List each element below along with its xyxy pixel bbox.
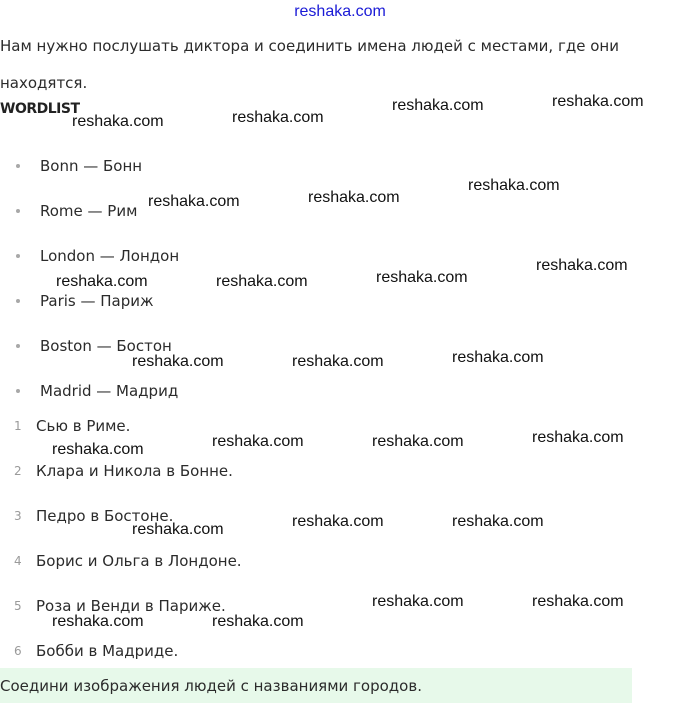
- sentence-number: 6: [14, 644, 22, 658]
- watermark: reshaka.com: [212, 433, 304, 450]
- watermark: reshaka.com: [132, 521, 224, 538]
- watermark: reshaka.com: [132, 353, 224, 370]
- watermark: reshaka.com: [468, 177, 560, 194]
- bullet-icon: [16, 344, 20, 348]
- watermark: reshaka.com: [552, 93, 644, 110]
- watermark: reshaka.com: [52, 441, 144, 458]
- sentence-text: Клара и Никола в Бонне.: [36, 462, 233, 480]
- watermark: reshaka.com: [532, 429, 624, 446]
- bullet-icon: [16, 164, 20, 168]
- intro-paragraph: Нам нужно послушать диктора и соединить имена людей с местами, где они находятся.: [0, 37, 619, 92]
- watermark: reshaka.com: [392, 97, 484, 114]
- watermark: reshaka.com: [372, 433, 464, 450]
- watermark: reshaka.com: [52, 613, 144, 630]
- bullet-icon: [16, 299, 20, 303]
- watermark: reshaka.com: [212, 613, 304, 630]
- sentence-text: Роза и Венди в Париже.: [36, 597, 226, 615]
- site-header-watermark[interactable]: reshaka.com: [294, 3, 386, 20]
- sentence-text: Борис и Ольга в Лондоне.: [36, 552, 242, 570]
- task-banner: [0, 668, 632, 703]
- wordlist-item-text: London — Лондон: [40, 247, 180, 265]
- sentence-number: 3: [14, 509, 22, 523]
- wordlist-item-text: Bonn — Бонн: [40, 157, 143, 175]
- watermark: reshaka.com: [292, 513, 384, 530]
- wordlist-item-text: Paris — Париж: [40, 292, 154, 310]
- sentence-number: 4: [14, 554, 22, 568]
- sentence-text: Педро в Бостоне.: [36, 507, 174, 525]
- wordlist-heading: WORDLIST: [0, 101, 80, 117]
- watermark: reshaka.com: [376, 269, 468, 286]
- sentence-number: 2: [14, 464, 22, 478]
- watermark: reshaka.com: [292, 353, 384, 370]
- watermark: reshaka.com: [148, 193, 240, 210]
- watermark: reshaka.com: [216, 273, 308, 290]
- sentence-text: Бобби в Мадриде.: [36, 642, 179, 660]
- watermark: reshaka.com: [452, 513, 544, 530]
- watermark: reshaka.com: [372, 593, 464, 610]
- wordlist-item-text: Boston — Бостон: [40, 337, 172, 355]
- watermark: reshaka.com: [232, 109, 324, 126]
- watermark: reshaka.com: [72, 113, 164, 130]
- sentence-number: 5: [14, 599, 22, 613]
- bullet-icon: [16, 209, 20, 213]
- wordlist-item-text: Rome — Рим: [40, 202, 138, 220]
- task-text: Соедини изображения людей с названиями городов.: [0, 677, 422, 695]
- wordlist-item-text: Madrid — Мадрид: [40, 382, 179, 400]
- watermark: reshaka.com: [452, 349, 544, 366]
- watermark: reshaka.com: [56, 273, 148, 290]
- watermark: reshaka.com: [532, 593, 624, 610]
- sentence-text: Сью в Риме.: [36, 417, 131, 435]
- bullet-icon: [16, 254, 20, 258]
- watermark: reshaka.com: [308, 189, 400, 206]
- watermark: reshaka.com: [536, 257, 628, 274]
- sentence-number: 1: [14, 419, 22, 433]
- bullet-icon: [16, 389, 20, 393]
